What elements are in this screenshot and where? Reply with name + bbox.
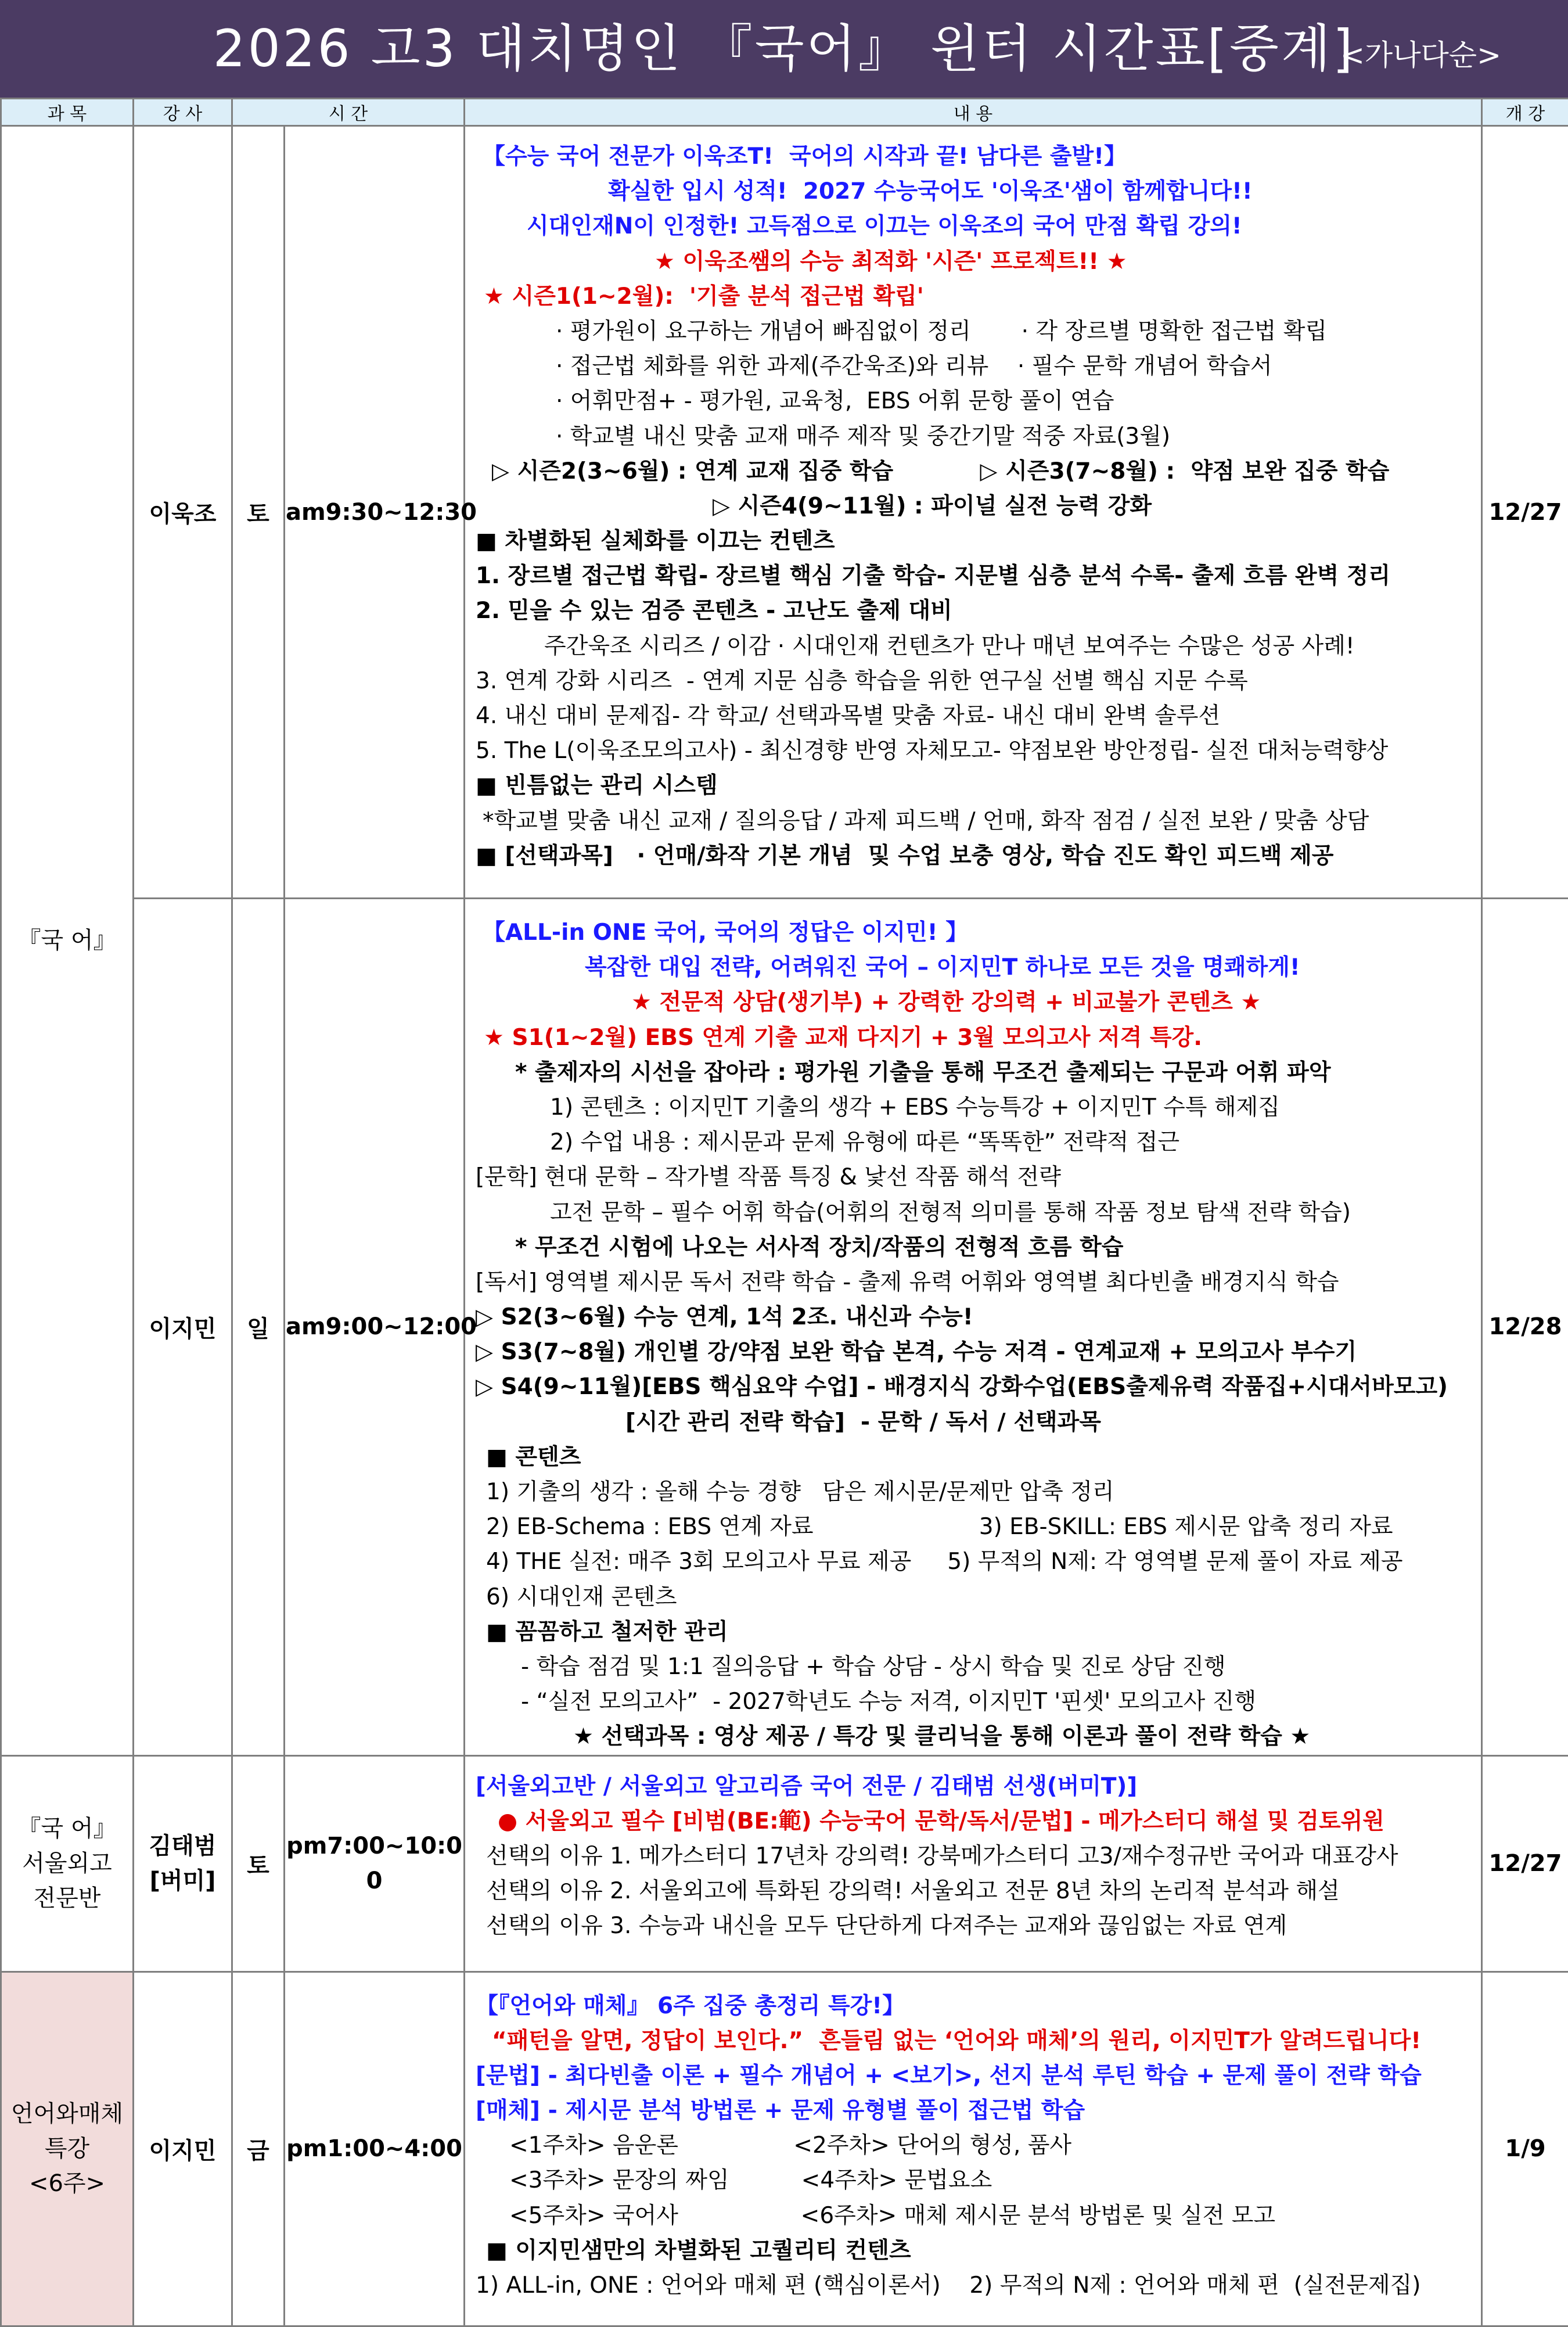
content-line: · 평가원이 요구하는 개념어 빠짐없이 정리 · 각 장르별 명확한 접근법 확립 bbox=[469, 314, 1477, 349]
content-line: 2. 믿을 수 있는 검증 콘텐츠 - 고난도 출제 대비 bbox=[469, 594, 1477, 629]
header-row bbox=[1, 99, 1568, 126]
teacher-name: 김태범 bbox=[135, 1829, 231, 1863]
content-line: *학교별 맞춤 내신 교재 / 질의응답 / 과제 피드백 / 언매, 화작 점검 / 실전 보완 / 맞춤 상담 bbox=[469, 804, 1477, 839]
content-line: [독서] 영역별 제시문 독서 전략 학습 - 출제 유력 어휘와 영역별 최다빈출 배경지식 학습 bbox=[469, 1265, 1477, 1300]
day-cell: 토 bbox=[232, 126, 285, 899]
subject-label: <6주> bbox=[2, 2166, 132, 2201]
table-row bbox=[1, 1755, 1568, 1972]
teacher-name: 이지민 bbox=[135, 2132, 231, 2166]
content-line: 고전 문학 – 필수 어휘 학습(어휘의 전형적 의미를 통해 작품 정보 탐색 전략 학습) bbox=[469, 1195, 1477, 1230]
time-cell bbox=[285, 126, 465, 899]
subject-label: 전문반 bbox=[2, 1881, 132, 1916]
day-cell: 금 bbox=[232, 1972, 285, 2326]
content-line: · 접근법 체화를 위한 과제(주간욱조)와 리뷰 · 필수 문학 개념어 학습서 bbox=[469, 349, 1477, 384]
content-line: 6) 시대인재 콘텐츠 bbox=[469, 1580, 1477, 1615]
day-cell: 토 bbox=[232, 1755, 285, 1972]
time-text: pm7:00~10:0 bbox=[286, 1829, 463, 1863]
time-text: am9:30~12:30 bbox=[286, 499, 463, 526]
content-line: ■ 차별화된 실체화를 이끄는 컨텐츠 bbox=[469, 524, 1477, 559]
teacher-cell bbox=[134, 1755, 232, 1972]
content-line: ▷ S3(7~8월) 개인별 강/약점 보완 학습 본격, 수능 저격 - 연계교재 + 모의고사 부수기 bbox=[469, 1335, 1477, 1370]
content-cell bbox=[465, 1755, 1482, 1972]
content-line: ■ 이지민샘만의 차별화된 고퀄리티 컨텐츠 bbox=[469, 2233, 1477, 2268]
content-line: 【ALL-in ONE 국어, 국어의 정답은 이지민! 】 bbox=[469, 915, 1477, 950]
content-line: 1) 기출의 생각 : 올해 수능 경향 담은 제시문/문제만 압축 정리 bbox=[469, 1475, 1477, 1510]
table-row bbox=[1, 1972, 1568, 2326]
content-line: 1) ALL-in, ONE : 언어와 매체 편 (핵심이론서) 2) 무적의 N제 : 언어와 매체 편 (실전문제집) bbox=[469, 2268, 1477, 2303]
content-cell bbox=[465, 126, 1482, 899]
content-line: ▷ 시즌4(9~11월) : 파이널 실전 능력 강화 bbox=[469, 489, 1477, 524]
content-line: 4. 내신 대비 문제집- 각 학교/ 선택과목별 맞춤 자료- 내신 대비 완벽 솔루션 bbox=[469, 699, 1477, 734]
teacher-cell bbox=[134, 126, 232, 899]
content-line: · 학교별 내신 맞춤 교재 매주 제작 및 중간기말 적중 자료(3월) bbox=[469, 419, 1477, 454]
content-cell bbox=[465, 899, 1482, 1756]
content-line: [문법] - 최다빈출 이론 + 필수 개념어 + <보기>, 선지 분석 루틴 학습 + 문제 풀이 전략 학습 bbox=[469, 2059, 1477, 2093]
content-line: 확실한 입시 성적! 2027 수능국어도 '이욱조'샘이 함께합니다!! bbox=[469, 174, 1477, 209]
content-line: - 학습 점검 및 1:1 질의응답 + 학습 상담 - 상시 학습 및 진로 상담 진행 bbox=[469, 1650, 1477, 1685]
content-line: 선택의 이유 2. 서울외고에 특화된 강의력! 서울외고 전문 8년 차의 논리적 분석과 해설 bbox=[469, 1874, 1477, 1909]
content-line: 4) THE 실전: 매주 3회 모의고사 무료 제공 5) 무적의 N제: 각 영역별 문제 풀이 자료 제공 bbox=[469, 1545, 1477, 1579]
col-content-header: 내 용 bbox=[465, 99, 1482, 126]
time-text: am9:00~12:00 bbox=[286, 1313, 463, 1340]
content-line: ■ 꼼꼼하고 철저한 관리 bbox=[469, 1615, 1477, 1650]
col-teacher-header: 강 사 bbox=[134, 99, 232, 126]
content-line: ▷ S2(3~6월) 수능 연계, 1석 2조. 내신과 수능! bbox=[469, 1300, 1477, 1335]
start-date-cell: 12/27 bbox=[1482, 1755, 1568, 1972]
content-line: ■ 콘텐츠 bbox=[469, 1440, 1477, 1475]
content-line: <3주차> 문장의 짜임 <4주차> 문법요소 bbox=[469, 2163, 1477, 2198]
content-line: [서울외고반 / 서울외고 알고리즘 국어 전문 / 김태범 선생(버미T)] bbox=[469, 1769, 1477, 1804]
content-cell bbox=[465, 1972, 1482, 2326]
content-line: 【『언어와 매체』 6주 집중 총정리 특강!】 bbox=[469, 1989, 1477, 2024]
start-date-cell: 1/9 bbox=[1482, 1972, 1568, 2326]
subject-label: 특강 bbox=[2, 2131, 132, 2166]
content-line: 선택의 이유 3. 수능과 내신을 모두 단단하게 다져주는 교재와 끊임없는 자료 연계 bbox=[469, 1909, 1477, 1944]
subject-label: 『국 어』 bbox=[2, 1811, 132, 1846]
subject-label: 언어와매체 bbox=[2, 2096, 132, 2131]
content-line: ★ 전문적 상담(생기부) + 강력한 강의력 + 비교불가 콘텐츠 ★ bbox=[469, 985, 1477, 1020]
title-banner bbox=[0, 0, 1568, 98]
subject-cell bbox=[1, 126, 134, 1756]
teacher-cell bbox=[134, 899, 232, 1756]
teacher-name: 이욱조 bbox=[135, 495, 231, 529]
content-line: ■ 빈틈없는 관리 시스템 bbox=[469, 769, 1477, 803]
schedule-table bbox=[0, 98, 1568, 2327]
content-line: 복잡한 대입 전략, 어려워진 국어 – 이지민T 하나로 모든 것을 명쾌하게! bbox=[469, 950, 1477, 985]
content-line: 1) 콘텐츠 : 이지민T 기출의 생각 + EBS 수능특강 + 이지민T 수특 해제집 bbox=[469, 1090, 1477, 1125]
content-line: <5주차> 국어사 <6주차> 매체 제시문 분석 방법론 및 실전 모고 bbox=[469, 2199, 1477, 2233]
page-title: 2026 고3 대치명인 『국어』 윈터 시간표[중계] bbox=[0, 0, 1568, 98]
content-line: 【수능 국어 전문가 이욱조T! 국어의 시작과 끝! 남다른 출발!】 bbox=[469, 139, 1477, 174]
content-line: 3. 연계 강화 시리즈 - 연계 지문 심층 학습을 위한 연구실 선별 핵심 지문 수록 bbox=[469, 664, 1477, 699]
content-line: ★ S1(1~2월) EBS 연계 기출 교재 다지기 + 3월 모의고사 저격 특강. bbox=[469, 1021, 1477, 1055]
content-line: [시간 관리 전략 학습] - 문학 / 독서 / 선택과목 bbox=[469, 1405, 1477, 1440]
content-line: * 출제자의 시선을 잡아라 : 평가원 기출을 통해 무조건 출제되는 구문과 어휘 파악 bbox=[469, 1055, 1477, 1090]
content-line: [매체] - 제시문 분석 방법론 + 문제 유형별 풀이 접근법 학습 bbox=[469, 2093, 1477, 2128]
content-line: ★ 시즌1(1~2월): '기출 분석 접근법 확립' bbox=[469, 279, 1477, 314]
table-row bbox=[1, 126, 1568, 899]
start-date-cell: 12/27 bbox=[1482, 126, 1568, 899]
content-line: ★ 선택과목 : 영상 제공 / 특강 및 클리닉을 통해 이론과 풀이 전략 학습 ★ bbox=[469, 1719, 1477, 1754]
content-line: * 무조건 시험에 나오는 서사적 장치/작품의 전형적 흐름 학습 bbox=[469, 1230, 1477, 1265]
content-line: <1주차> 음운론 <2주차> 단어의 형성, 품사 bbox=[469, 2128, 1477, 2163]
content-line: ■ [선택과목] · 언매/화작 기본 개념 및 수업 보충 영상, 학습 진도 확인 피드백 제공 bbox=[469, 839, 1477, 874]
sort-order-note: <가나다순> bbox=[1340, 0, 1501, 110]
content-line: 주간욱조 시리즈 / 이감 · 시대인재 컨텐츠가 만나 매년 보여주는 수많은 성공 사례! bbox=[469, 629, 1477, 664]
col-time-header: 시 간 bbox=[232, 99, 465, 126]
subject-cell bbox=[1, 1755, 134, 1972]
content-line: ▷ 시즌2(3~6월) : 연계 교재 집중 학습 ▷ 시즌3(7~8월) : 약점 보완 집중 학습 bbox=[469, 454, 1477, 489]
content-line: 5. The L(이욱조모의고사) - 최신경향 반영 자체모고- 약점보완 방안정립- 실전 대처능력향상 bbox=[469, 734, 1477, 769]
content-line: · 어휘만점+ - 평가원, 교육청, EBS 어휘 문항 풀이 연습 bbox=[469, 384, 1477, 419]
content-line: 2) 수업 내용 : 제시문과 문제 유형에 따른 “똑똑한” 전략적 접근 bbox=[469, 1125, 1477, 1160]
day-cell: 일 bbox=[232, 899, 285, 1756]
content-line: [문학] 현대 문학 – 작가별 작품 특징 & 낯선 작품 해석 전략 bbox=[469, 1160, 1477, 1195]
time-cell bbox=[285, 1755, 465, 1972]
content-line: ▷ S4(9~11월)[EBS 핵심요약 수업] - 배경지식 강화수업(EBS출제유력 작품집+시대서바모고) bbox=[469, 1370, 1477, 1405]
time-cell bbox=[285, 1972, 465, 2326]
subject-cell bbox=[1, 1972, 134, 2326]
teacher-nickname: [버미] bbox=[135, 1863, 231, 1898]
content-line: 선택의 이유 1. 메가스터디 17년차 강의력! 강북메가스터디 고3/재수정규반 국어과 대표강사 bbox=[469, 1839, 1477, 1874]
start-date-cell: 12/28 bbox=[1482, 899, 1568, 1756]
time-cell bbox=[285, 899, 465, 1756]
content-line: ● 서울외고 필수 [비범(BE:範) 수능국어 문학/독서/문법] - 메가스터디 해설 및 검토위원 bbox=[469, 1804, 1477, 1839]
teacher-cell bbox=[134, 1972, 232, 2326]
content-line: “패턴을 알면, 정답이 보인다.” 흔들림 없는 ‘언어와 매체’의 원리, 이지민T가 알려드립니다! bbox=[469, 2024, 1477, 2059]
subject-label: 서울외고 bbox=[2, 1846, 132, 1881]
col-start-header: 개 강 bbox=[1482, 99, 1568, 126]
content-line: 1. 장르별 접근법 확립- 장르별 핵심 기출 학습- 지문별 심층 분석 수록- 출제 흐름 완벽 정리 bbox=[469, 559, 1477, 594]
content-line: 2) EB-Schema : EBS 연계 자료 3) EB-SKILL: EBS 제시문 압축 정리 자료 bbox=[469, 1510, 1477, 1545]
content-line: 시대인재N이 인정한! 고득점으로 이끄는 이욱조의 국어 만점 확립 강의! bbox=[469, 209, 1477, 244]
teacher-name: 이지민 bbox=[135, 1310, 231, 1344]
time-text: pm1:00~4:00 bbox=[286, 2135, 463, 2162]
content-line: - “실전 모의고사” - 2027학년도 수능 저격, 이지민T '핀셋' 모의고사 진행 bbox=[469, 1685, 1477, 1719]
table-row bbox=[1, 899, 1568, 1756]
subject-label: 『국 어』 bbox=[2, 923, 132, 958]
content-line: ★ 이욱조쌤의 수능 최적화 '시즌' 프로젝트!! ★ bbox=[469, 245, 1477, 279]
col-subject-header: 과 목 bbox=[1, 99, 134, 126]
time-text: 0 bbox=[286, 1863, 463, 1898]
